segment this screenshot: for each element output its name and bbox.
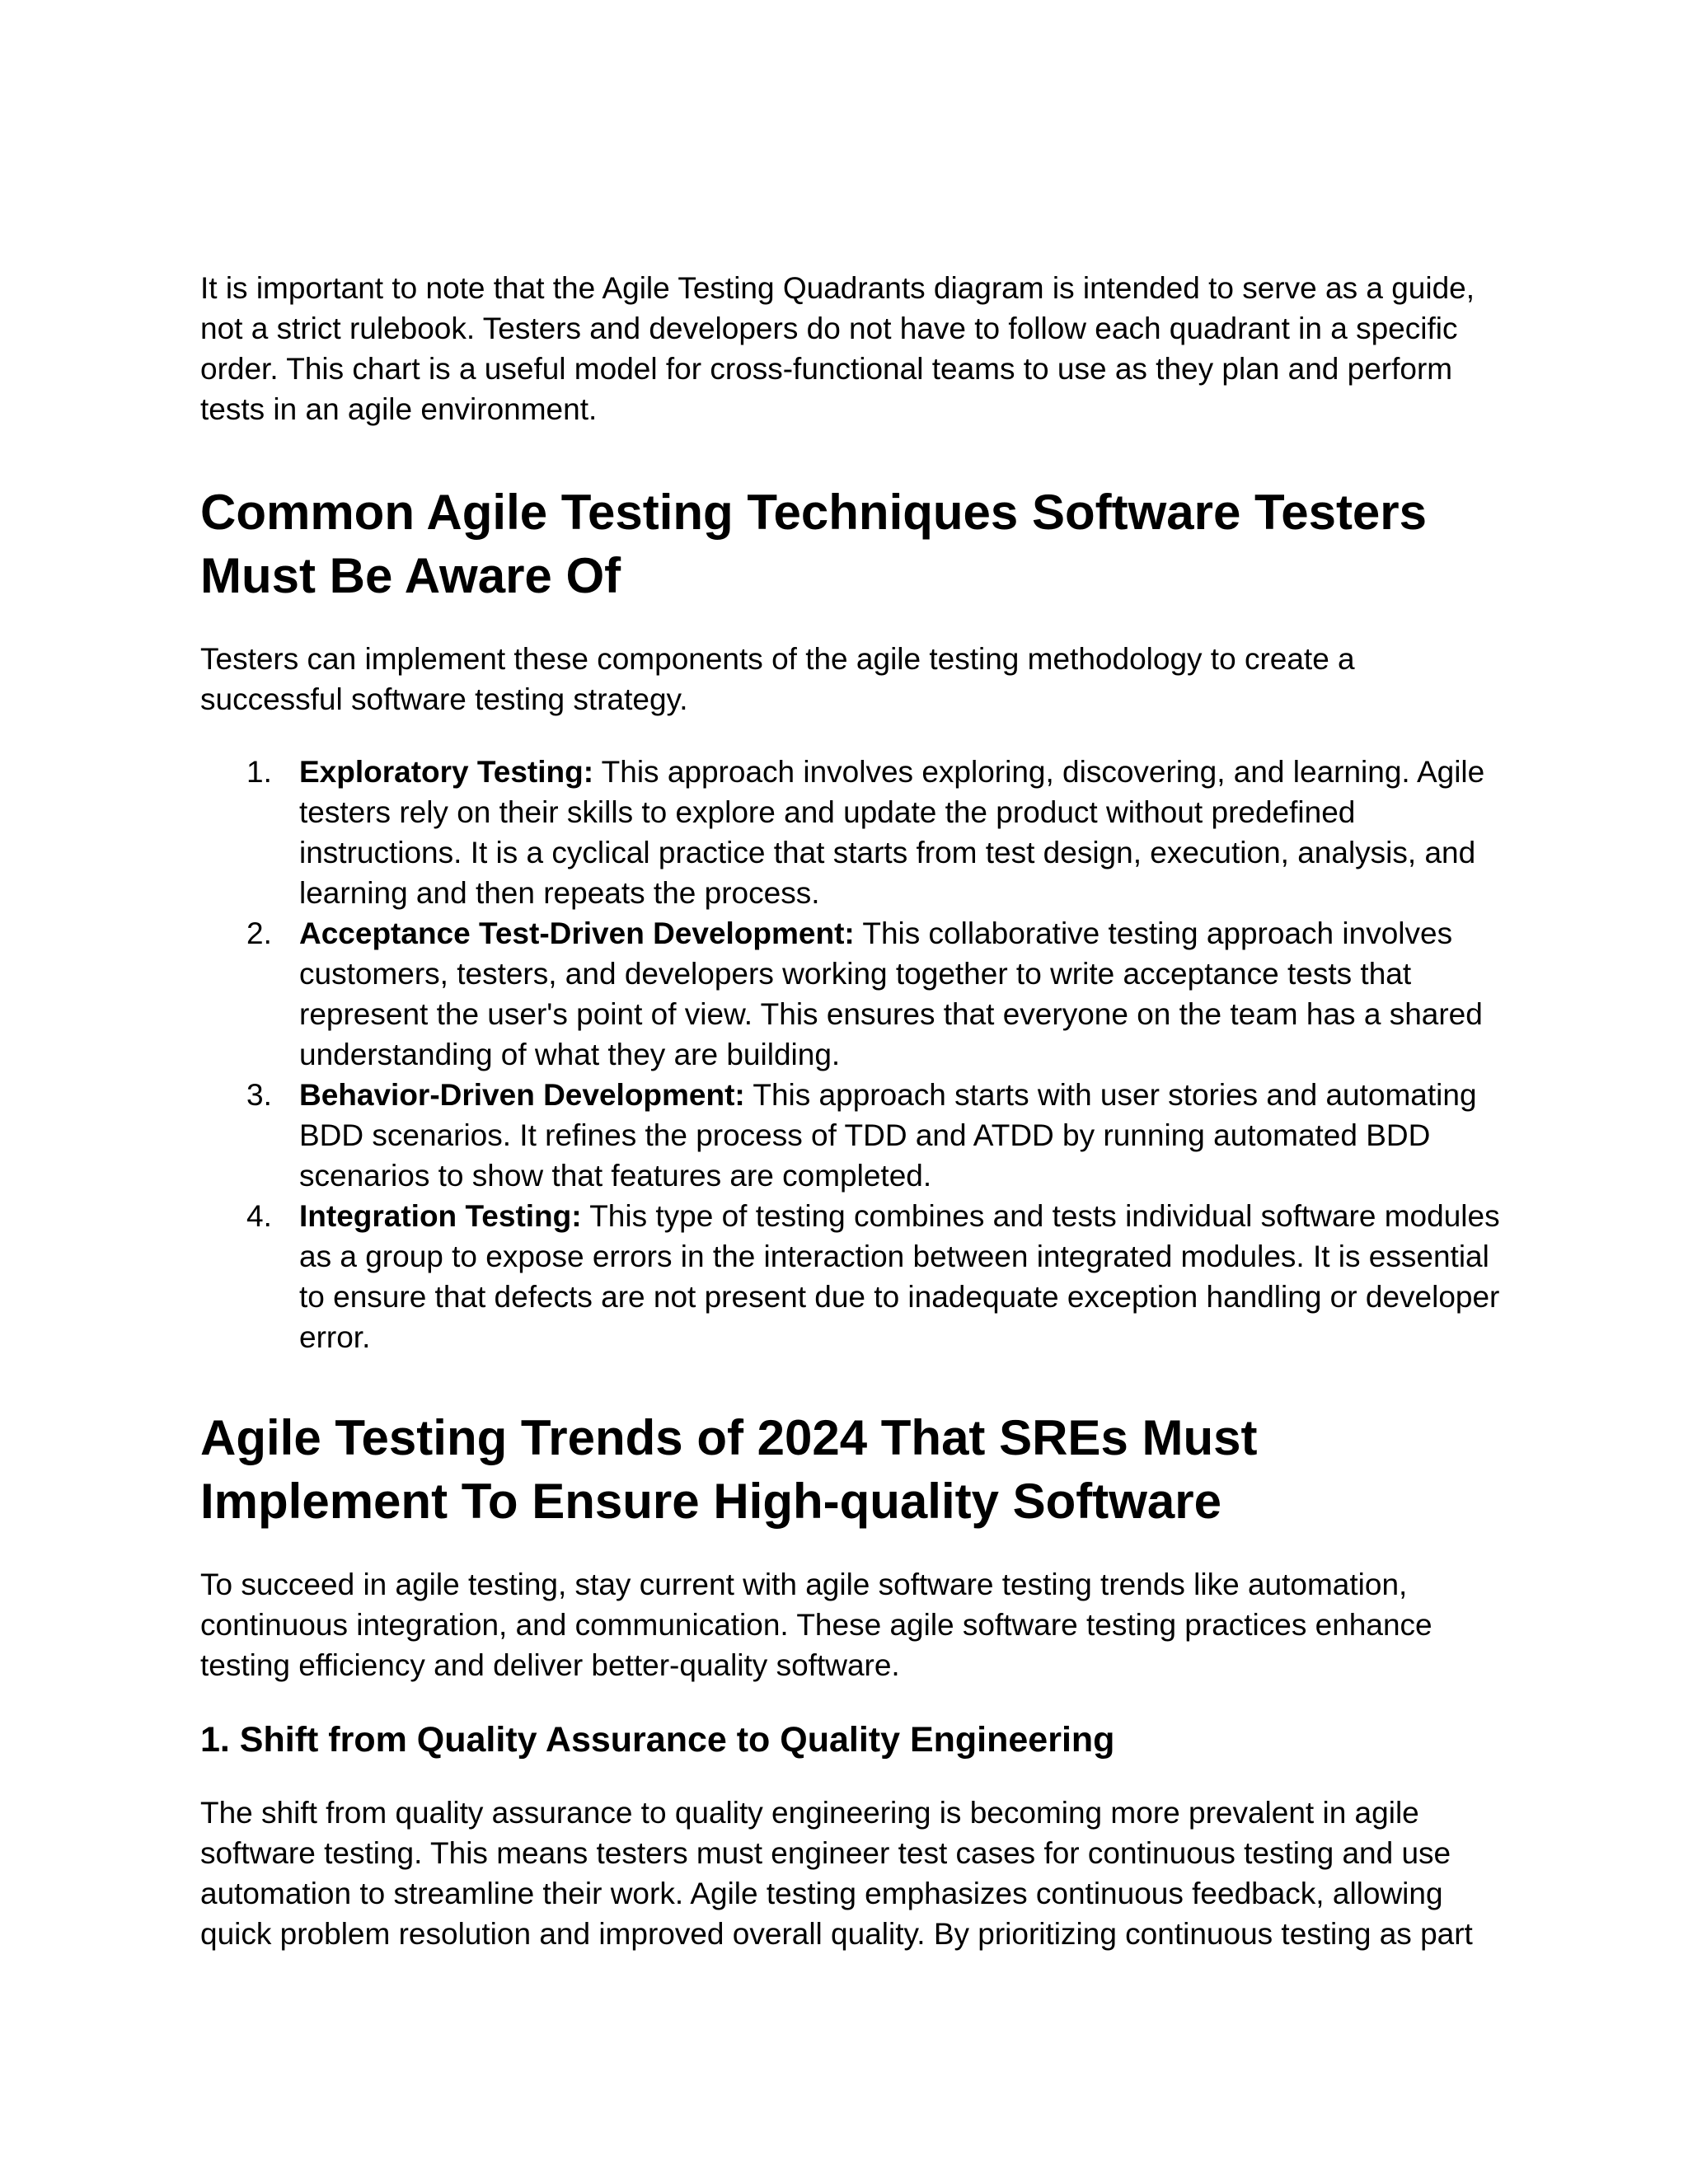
list-item-number: 3. [246, 1078, 272, 1112]
subsection-paragraph: The shift from quality assurance to quality engineering is becoming more prevalent in agile software testing. This means testers must engineer test cases for continuous testing and use automation to streamline their work. Agile testing emphasizes continuous feedback, allowing quick problem resolution and improved overall quality. By prioritizing continuous testing as part [200, 1796, 1473, 1951]
list-item-number: 2. [246, 916, 272, 950]
list-item [200, 752, 1503, 913]
list-item [200, 1075, 1503, 1196]
list-item-term: Exploratory Testing: [299, 755, 594, 789]
document-page [200, 268, 1503, 1954]
list-item [200, 1196, 1503, 1357]
list-item-term: Acceptance Test-Driven Development: [299, 916, 855, 950]
list-item-text: This approach starts with user stories and automating BDD scenarios. It refines the process of TDD and ATDD by running automated BDD scenarios to show that features are completed. [299, 1078, 1477, 1193]
list-item [200, 913, 1503, 1075]
section-intro-trends: To succeed in agile testing, stay current with agile software testing trends like automation, continuous integration, and communication. These agile software testing practices enhance testing efficiency and deliver better-quality software. [200, 1568, 1432, 1682]
list-item-number: 4. [246, 1199, 272, 1233]
list-item-number: 1. [246, 755, 272, 789]
list-item-term: Behavior-Driven Development: [299, 1078, 745, 1112]
techniques-list [200, 752, 1503, 1357]
list-item-text: This approach involves exploring, discovering, and learning. Agile testers rely on their skills to explore and update the product without predefined instructions. It is a cyclical practice that starts from test design, execution, analysis, and learning and then repeats the process. [299, 755, 1485, 910]
list-item-text: This type of testing combines and tests individual software modules as a group to expose errors in the interaction between integrated modules. It is essential to ensure that defects are not present due to inadequate exception handling or developer error. [299, 1199, 1500, 1354]
list-item-text: This collaborative testing approach involves customers, testers, and developers working together to write acceptance tests that represent the user's point of view. This ensures that everyone on the team has a shared understanding of what they are building. [299, 916, 1483, 1071]
section-heading-trends: Agile Testing Trends of 2024 That SREs Must Implement To Ensure High-quality Software [200, 1410, 1258, 1529]
section-heading-techniques: Common Agile Testing Techniques Software Testers Must Be Aware Of [200, 485, 1428, 603]
section-intro-techniques: Testers can implement these components of the agile testing methodology to create a successful software testing strategy. [200, 642, 1355, 716]
list-item-term: Integration Testing: [299, 1199, 582, 1233]
intro-paragraph: It is important to note that the Agile Testing Quadrants diagram is intended to serve as a guide, not a strict rulebook. Testers and developers do not have to follow each quadrant in a specific order. This chart is a useful model for cross-functional teams to use as they plan and perform tests in an agile environment. [200, 271, 1475, 426]
subsection-heading: 1. Shift from Quality Assurance to Quality Engineering [200, 1720, 1115, 1760]
